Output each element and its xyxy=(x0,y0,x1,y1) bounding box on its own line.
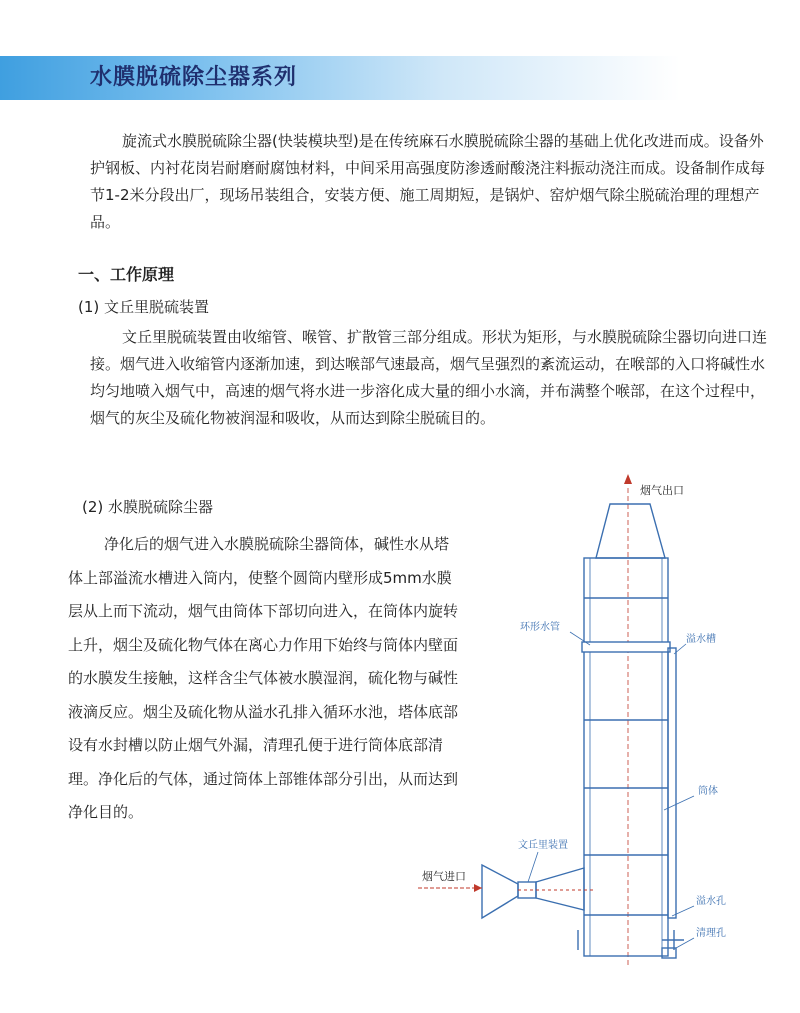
label-cylinder: 筒体 xyxy=(698,786,718,797)
label-inlet: 烟气进口 xyxy=(422,870,466,883)
venturi-diffuser xyxy=(536,868,584,910)
label-outlet: 烟气出口 xyxy=(640,484,684,497)
venturi-contraction xyxy=(482,865,518,918)
overflow-tank xyxy=(668,648,676,918)
label-overflow-tank: 溢水槽 xyxy=(686,634,716,645)
label-venturi: 文丘里装置 xyxy=(518,840,568,851)
intro-paragraph xyxy=(90,128,770,236)
venturi-text: 文丘里脱硫装置由收缩管、喉管、扩散管三部分组成。形状为矩形，与水膜脱硫除尘器切向进口连接。烟气进入收缩管内逐渐加速，到达喉部气速最高，烟气呈强烈的紊流运动，在喉部的入口将碱性水均匀地喷入烟气中，高速的烟气将水进一步溶化成大量的细小水滴，并布满整个喉部，在这个过程中，烟气的灰尘及硫化物被润湿和吸收，从而达到除尘脱硫目的。 xyxy=(90,328,768,427)
label-ring-pipe: 环形水管 xyxy=(520,622,560,633)
scrubber-diagram xyxy=(400,470,800,990)
page-title: 水膜脱硫除尘器系列 xyxy=(90,65,298,90)
outlet-arrow-icon xyxy=(624,474,632,484)
subsection-heading-venturi: (1) 文丘里脱硫装置 xyxy=(78,298,210,316)
intro-text: 旋流式水膜脱硫除尘器(快装模块型)是在传统麻石水膜脱硫除尘器的基础上优化改进而成。设备外护钢板、内衬花岗岩耐磨耐腐蚀材料，中间采用高强度防渗透耐酸浇注料振动浇注而成。设备制作成每节1-2米分段出厂，现场吊装组合，安装方便、施工周期短，是锅炉、窑炉烟气除尘脱硫治理的理想产品。 xyxy=(90,132,766,231)
label-overflow-hole: 溢水孔 xyxy=(696,896,726,907)
venturi-paragraph xyxy=(90,324,770,432)
scrubber-text: 净化后的烟气进入水膜脱硫除尘器筒体，碱性水从塔体上部溢流水槽进入筒内，使整个圆筒内壁形成5mm水膜层从上而下流动，烟气由筒体下部切向进入，在筒体内旋转上升，烟尘及硫化物气体在离心力作用下始终与筒体内壁面的水膜发生接触，这样含尘气体被水膜湿润，硫化物与碱性液滴反应。烟尘及硫化物从溢水孔排入循环水池，塔体底部设有水封槽以防止烟气外漏，清理孔便于进行筒体底部清理。净化后的气体，通过筒体上部锥体部分引出，从而达到净化目的。 xyxy=(68,535,459,821)
label-cleanout: 清理孔 xyxy=(696,928,726,939)
inlet-arrow-icon xyxy=(474,884,482,892)
main-cylinder xyxy=(584,558,668,956)
section-heading: 一、工作原理 xyxy=(78,265,175,284)
ring-pipe xyxy=(582,642,670,652)
outlet-cone xyxy=(596,504,665,558)
subsection-heading-scrubber: (2) 水膜脱硫除尘器 xyxy=(82,498,214,516)
